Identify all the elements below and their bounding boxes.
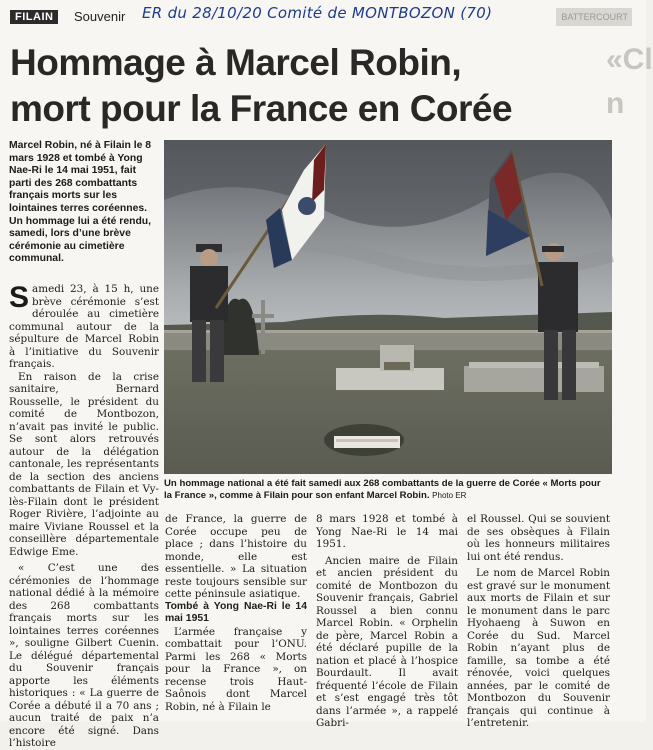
drop-cap: S bbox=[9, 281, 30, 314]
article-column-1 bbox=[9, 283, 159, 750]
lede-paragraph-1: Marcel Robin, né à Filain le 8 mars 1928 et tombé à Yong Nae-Ri le 14 mai 1951, fait parti des 268 combattants français morts sur les lointaines terres coréennes. bbox=[9, 140, 152, 214]
article-column-2 bbox=[165, 513, 307, 713]
headline bbox=[10, 40, 606, 132]
column-2-subhead: Tombé à Yong Nae-Ri le 14 mai 1951 bbox=[165, 600, 307, 624]
lede bbox=[9, 140, 159, 266]
column-3-paragraph-1: 8 mars 1928 et tombé à Yong Nae-Ri le 14 mai 1951. bbox=[316, 513, 458, 550]
column-1-paragraph-3: « C’est une des cérémonies de l’hommage national dédié à la mémoire des 268 combattants français morts sur les lointaines terres coréennes », souligne Gilbert Cuenin. Le délégué départemental du Souvenir français apporte les éléments historiques : « La guerre de Corée a débuté il a 70 ans ; aucun traité de paix n’a encore été signé. Dans l’histoire bbox=[9, 562, 159, 749]
column-1-paragraph-2: En raison de la crise sanitaire, Bernard Rousselle, le président du comité de Montbozon, n’avait pas invité le public. Se sont alors retrouvés autour de la délégation cantonale, les représentants de la section des anciens combattants de Filain et Vy-lès-Filain dont le président Roger Rivière, l’adjointe au maire Viviane Roussel et la conseillère départementale Edwige Eme. bbox=[9, 370, 159, 558]
headline-line-1: Hommage à Marcel Robin, bbox=[10, 42, 462, 83]
section-tag: FILAIN bbox=[10, 10, 58, 24]
adjacent-article-tag: BATTERCOURT bbox=[556, 8, 632, 26]
photo-credit: Photo ER bbox=[432, 491, 467, 500]
handwritten-note: ER du 28/10/20 Comité de MONTBOZON (70) bbox=[142, 4, 493, 22]
column-4-paragraph-2: Le nom de Marcel Robin est gravé sur le monument aux morts de Filain et sur le monument dans le parc Hyohaeng à Suwon en Corée du Sud. Marcel Robin n’ayant plus de famille, sa tombe a été rénovée, voici quelques années, par le comité de Montbozon du Souvenir français qui continue à l’entretenir. bbox=[467, 567, 610, 729]
column-3-paragraph-2: Ancien maire de Filain et ancien président du comité de Montbozon du Souvenir français, Gabriel Roussel a bien connu Marcel Robin. « Orphelin de père, Marcel Robin a été déclaré pupille de la nation et placé à l’hospice Bourdault. Il avait fréquenté l’école de Filain et s’est engagé très tôt dans l’armée », a rappelé Gabri- bbox=[316, 554, 458, 729]
column-4-paragraph-1: el Roussel. Qui se souvient de ses obsèques à Filain où les honneurs militaires lui ont été rendus. bbox=[467, 513, 610, 563]
column-1-paragraph-1: Samedi 23, à 15 h, une brève cérémonie s’est déroulée au cimetière communal autour de la sépulture de Marcel Robin à l’initiative du Souvenir français. bbox=[9, 281, 159, 370]
ceremony-photo bbox=[164, 140, 612, 474]
article-column-4 bbox=[467, 513, 610, 730]
lede-paragraph-2: Un hommage lui a été rendu, samedi, lors d’une brève cérémonie au cimetière communal. bbox=[9, 215, 152, 265]
adjacent-article-fragment: «Cl n bbox=[606, 43, 653, 120]
header-bar bbox=[8, 6, 638, 30]
photo-caption: Un hommage national a été fait samedi aux 268 combattants de la guerre de Corée « Morts pour la France », comme à Filain pour son enfant Marcel Robin. Photo ER bbox=[164, 478, 601, 501]
column-2-paragraph-1: de France, la guerre de Corée occupe peu de place ; dans l’histoire du monde, elle est essentielle. » La situation reste toujours sensible sur cette péninsule asiatique. bbox=[165, 513, 307, 600]
column-2-paragraph-2: L’armée française y combattait pour l’ONU. Parmi les 268 « Morts pour la France », on recense trois Haut-Saônois dont Marcel Robin, né à Filain le bbox=[165, 625, 307, 713]
headline-line-2: mort pour la France en Corée bbox=[10, 88, 513, 129]
article-column-3 bbox=[316, 513, 458, 730]
rubric-label: Souvenir bbox=[74, 9, 126, 24]
